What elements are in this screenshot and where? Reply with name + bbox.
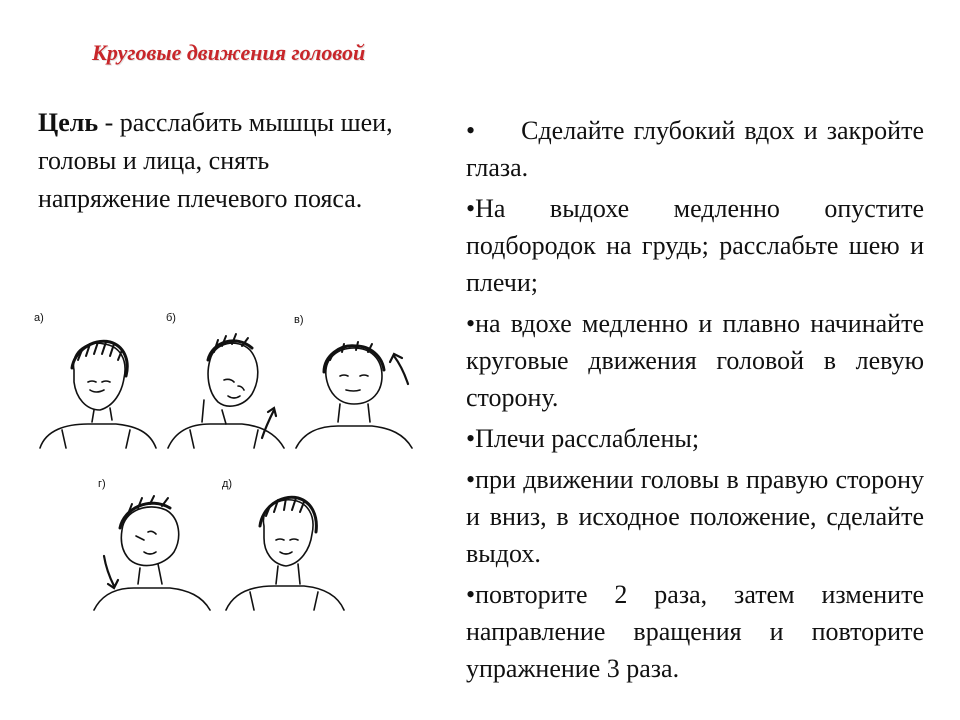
bullet: •: [466, 309, 476, 338]
list-item: [466, 190, 924, 301]
list-item: [466, 461, 924, 572]
list-item: [466, 576, 924, 687]
bullet: •: [466, 424, 476, 453]
figure-label-b: б): [166, 312, 176, 324]
head-rotation-illustration: [28, 300, 420, 618]
step-text: Плечи расслаблены;: [475, 424, 700, 453]
figure-e-head-down-return: [220, 490, 350, 612]
figure-label-c: в): [294, 314, 304, 326]
step-text: На выдохе медленно опустите подбородок на грудь; расслабьте шею и плечи;: [466, 194, 924, 297]
list-item: [466, 420, 924, 457]
bullet: •: [466, 194, 476, 223]
step-text: Сделайте глубокий вдох и закройте глаза.: [466, 116, 924, 182]
bullet: •: [466, 116, 476, 145]
list-item: [466, 305, 924, 416]
figure-label-a: а): [34, 312, 44, 324]
figure-label-d: г): [98, 478, 106, 490]
goal-label: Цель: [38, 108, 99, 137]
figure-a-head-down: [32, 330, 162, 450]
figure-label-e: д): [222, 478, 233, 490]
instruction-list: [466, 112, 924, 691]
page-title: Круговые движения головой: [92, 40, 366, 65]
step-text: при движении головы в правую сторону и вниз, в исходное положение, сделайте выдох.: [466, 465, 924, 568]
figure-c-head-back: [290, 330, 420, 450]
goal-paragraph: [38, 104, 398, 218]
step-text: на вдохе медленно и плавно начинайте круговые движения головой в левую сторону.: [466, 309, 924, 412]
figure-b-head-tilt-right: [162, 330, 292, 450]
bullet: •: [466, 580, 476, 609]
list-item: [466, 112, 924, 186]
goal-text: - расслабить мышцы шеи, головы и лица, снять напряжение плечевого пояса.: [38, 108, 393, 213]
step-text: повторите 2 раза, затем измените направление вращения и повторите упражнение 3 раза.: [466, 580, 924, 683]
figure-d-head-tilt-left: [88, 490, 218, 612]
bullet: •: [466, 465, 476, 494]
